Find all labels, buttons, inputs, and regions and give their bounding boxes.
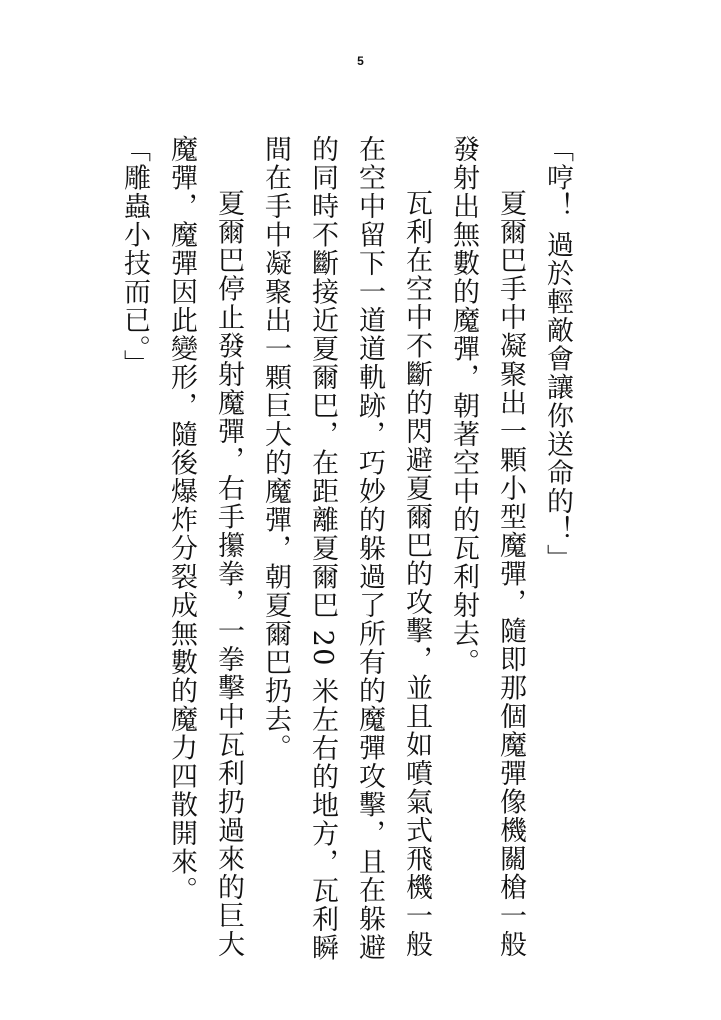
- paragraph-narration-1: 夏爾巴手中凝聚出一顆小型魔彈，隨即那個魔彈像機關槍一般發射出無數的魔彈，朝著空中的瓦利射去。: [448, 135, 526, 959]
- paragraph-narration-3: 夏爾巴停止發射魔彈，右手攥拳，一拳擊中瓦利扔過來的巨大魔彈，魔彈因此變形，隨後爆炸分裂成無數的魔力四散開來。: [166, 135, 244, 959]
- page-number: 5: [357, 54, 364, 68]
- paragraph-dialogue-2: 「雕蟲小技而已。」: [119, 135, 150, 378]
- paragraph-narration-2: 瓦利在空中不斷的閃避夏爾巴的攻擊，並且如噴氣式飛機一般在空中留下一道道軌跡，巧妙的躲過了所有的魔彈攻擊，且在躲避的同時不斷接近夏爾巴，在距離夏爾巴 20 米左右的地方，瓦利瞬間在手中凝聚出一顆巨大的魔彈，朝夏爾巴扔去。: [260, 135, 432, 963]
- paragraph-dialogue-1: 「哼！ 過於輕敵會讓你送命的！」: [542, 135, 573, 573]
- novel-text-body: [111, 135, 581, 965]
